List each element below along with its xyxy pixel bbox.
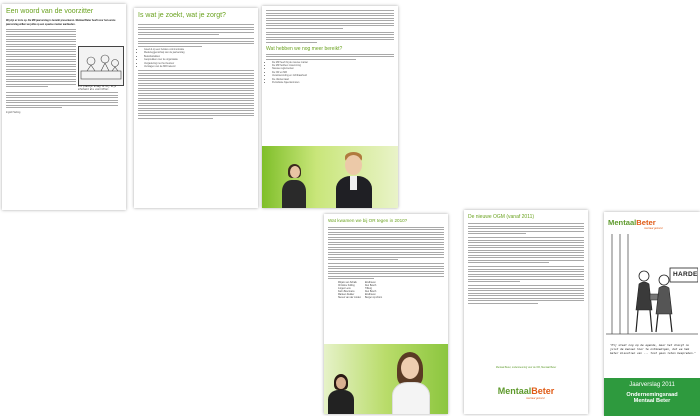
logo — [484, 386, 568, 396]
body-text-2 — [468, 237, 584, 263]
member-location: Tilburg — [365, 288, 372, 291]
cover-quote: "Hij staat nog op de agenda, maar het dreigt nu juist de mensen hier te ontmoedigen, dat we hem beter misschien van ... toch gaan laten bespreken." — [610, 343, 696, 355]
list-item: • De MR heeft bij de nieuwe manier — [272, 61, 394, 64]
photo-woman-smiling — [388, 352, 432, 414]
body-text-2 — [266, 32, 394, 43]
member-location: Eindhoven — [365, 294, 376, 297]
page-cover — [604, 212, 700, 416]
body-text-4 — [468, 285, 584, 304]
body-text-2 — [328, 263, 444, 279]
cover-logo — [608, 218, 656, 227]
page-title: Is wat je zoekt, wat je zorgt? — [138, 12, 226, 19]
section-heading: Wat hebben we nog meer bereikt? — [266, 45, 343, 52]
logo-tagline: mentaal gezond — [644, 227, 663, 230]
cover-cartoon — [606, 234, 698, 342]
logo-word-main: Mentaal — [497, 386, 532, 396]
list-item: • Verslagen van de MR bekend — [144, 65, 254, 68]
list-item: • Periodieke bijeenkomsten — [272, 81, 394, 84]
body-text-3 — [468, 266, 584, 282]
body-text-3 — [266, 54, 394, 60]
member-location: Eindhoven — [365, 282, 376, 284]
body-text — [468, 223, 584, 234]
body-text — [138, 24, 254, 35]
member-location: Den Bosch — [365, 291, 377, 294]
list-item: • Gesprekken over de organisatie — [144, 58, 254, 61]
closing-name: Ingrid Harting — [6, 111, 21, 115]
list-item: • Beleidsstukken — [144, 55, 254, 58]
cartoon-caption: Dit plaatje kreeg ik bij mijn afscheid als voorzitter. — [78, 85, 117, 91]
member-name: Jurgen Lens — [338, 288, 351, 291]
page-title: Wat kwamen we bij OR tegen in 2010? — [328, 218, 408, 223]
list-item: • Goed & op een heldere communicatie — [144, 48, 254, 51]
cartoon-illustration — [78, 46, 124, 86]
banner-title-line1: Ondernemingsraad — [626, 392, 678, 398]
member-name: Karin Boermans — [338, 291, 355, 294]
list-item: • Vergadering met het bestuur — [144, 62, 254, 65]
logo-word-accent: Beter — [636, 218, 656, 227]
member-name: Steven van der Linden — [338, 297, 361, 300]
table-row — [338, 297, 386, 300]
body-text-2 — [138, 38, 254, 47]
banner-title-line2: Mentaal Beter — [633, 398, 671, 404]
list-item: • Verantwoording en zichtbaarheid — [272, 74, 394, 77]
page-voorzitter — [2, 4, 126, 210]
list-item: • De cliëntenraad — [272, 78, 394, 81]
bullet-list — [138, 48, 254, 68]
banner-year: Jaarverslag 2011 — [629, 382, 675, 388]
bullet-list — [266, 61, 394, 85]
logo-word-accent: Beter — [531, 386, 555, 396]
member-name: Christine Kolling — [338, 285, 355, 288]
list-item: • Nieuwe reglementen — [272, 67, 394, 70]
member-name: Mirjam van Schaik — [338, 282, 357, 284]
body-text-3 — [138, 70, 254, 119]
members-table — [338, 282, 386, 301]
list-item: • De MR hebben instemming — [272, 64, 394, 67]
page-wat-je-zoekt — [134, 8, 258, 208]
photo-man — [334, 152, 374, 208]
member-name: Marleen Dekker — [338, 294, 355, 297]
list-item: • Medezeggenschap van de jaarverslag — [144, 51, 254, 54]
page-title: Een woord van de voorzitter — [6, 8, 94, 15]
member-location: Den Bosch — [365, 285, 377, 288]
body-text-2 — [6, 92, 118, 108]
logo-tagline: mentaal gezond — [526, 397, 545, 400]
page-bereikt — [262, 6, 398, 208]
page-or-2010 — [324, 214, 448, 414]
street-sign-text: HARDE — [673, 271, 698, 278]
contact-text: Mentaal Beter, ondersteuning voor de OR, Mentaal Beter — [495, 366, 557, 369]
page-title: De nieuwe OGM (vanaf 2011) — [468, 214, 535, 220]
page-ogm — [464, 210, 588, 414]
body-text — [328, 227, 444, 261]
logo-word-main: Mentaal — [608, 218, 637, 227]
photo-woman-dark — [326, 374, 356, 414]
body-text — [266, 10, 394, 29]
member-location: Bergen op Zoom — [365, 297, 383, 300]
photo-woman — [280, 164, 308, 208]
lead-paragraph: Wij zijn er trots op. De MR jaarverslag is bereikt presenteren. Mentaal Beter heeft voor het eerste jaarverslag willen we jullie op een speelse manier aanbieden. — [6, 19, 116, 26]
cover-banner — [604, 378, 700, 416]
list-item: • De OR en MR — [272, 71, 394, 74]
body-text — [6, 29, 76, 88]
